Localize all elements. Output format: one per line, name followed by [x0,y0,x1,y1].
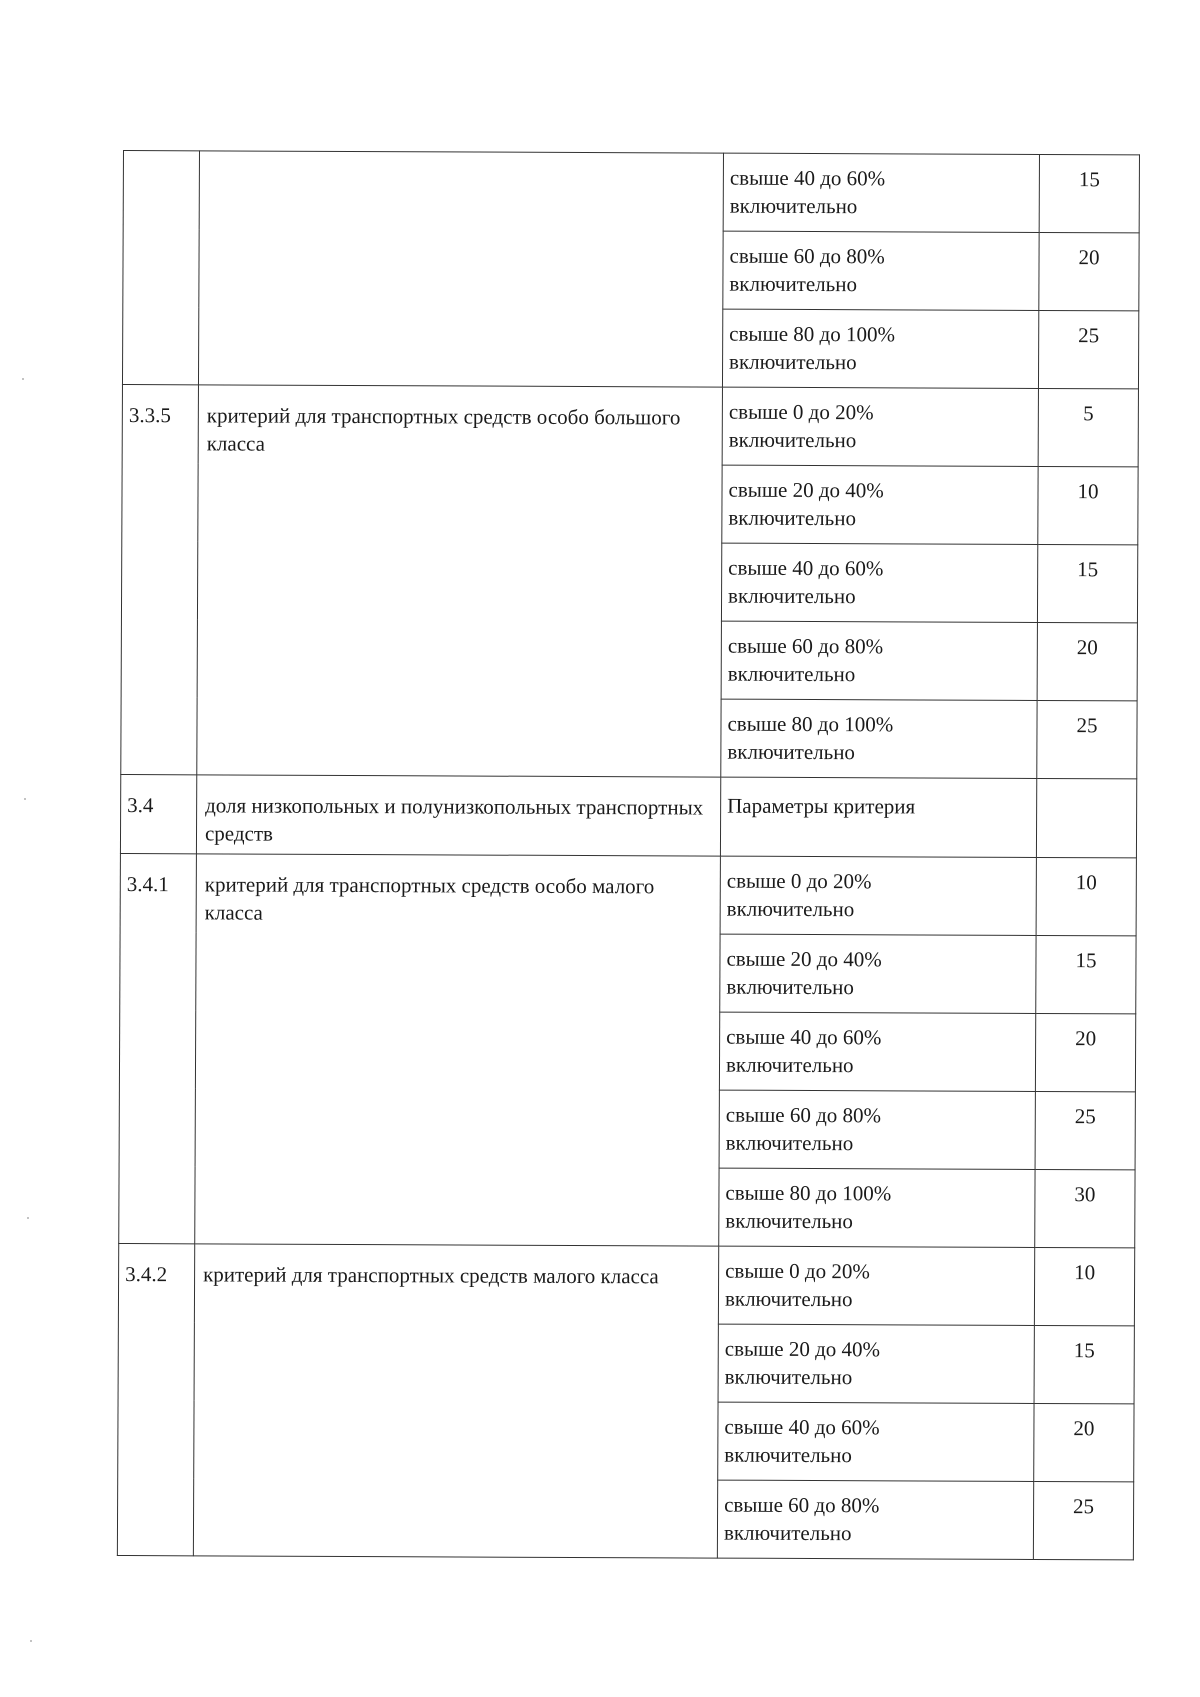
score-cell [1034,1247,1134,1325]
parameter-cell [722,309,1038,388]
parameter-inclusive: включительно [729,349,857,375]
parameter-inclusive: включительно [724,1286,853,1312]
parameter-text [721,700,1036,767]
parameter-text [720,1013,1035,1080]
criterion-description-cell [193,1244,718,1558]
score-value: 15 [1075,948,1097,973]
parameter-text [718,1481,1033,1548]
parameter-inclusive: включительно [729,193,858,219]
score-cell [1038,388,1138,466]
parameter-text [724,154,1039,221]
score-value: 15 [1073,1338,1095,1363]
parameter-cell [721,543,1037,622]
score-value: 25 [1078,323,1100,348]
parameter-text [719,1169,1034,1236]
parameter-inclusive: включительно [728,427,857,453]
table-row [123,151,1139,233]
criterion-description [200,151,723,169]
parameter-range: свыше 60 до 80% [727,633,884,659]
score-value: 10 [1077,479,1099,504]
parameter-range: свыше 60 до 80% [725,1102,882,1128]
parameter-cell [723,153,1039,232]
score-cell [1039,232,1139,310]
criterion-number-cell [117,1243,194,1555]
parameter-inclusive: включительно [729,271,858,297]
score-cell [1037,700,1137,778]
parameter-cell [721,621,1037,700]
score-value: 20 [1076,635,1098,660]
parameter-text [720,1091,1035,1158]
score-value: 10 [1075,870,1097,895]
score-cell [1035,1169,1135,1247]
scan-speck [22,378,24,380]
parameter-cell [722,465,1038,544]
table-row [118,1243,1134,1325]
parameter-text [718,1403,1033,1470]
score-value: 25 [1074,1104,1096,1129]
parameter-inclusive: включительно [727,661,856,687]
parameter-range: свыше 40 до 60% [729,165,886,191]
score-value: 15 [1078,167,1100,192]
score-cell [1034,1403,1134,1481]
parameter-text [723,232,1038,299]
parameter-header: Параметры критерия [727,793,916,819]
parameter-text [719,1247,1034,1314]
score-cell [1034,1325,1134,1403]
criteria-table [117,150,1140,1560]
parameter-text [721,857,1036,924]
criterion-description-cell [197,385,723,777]
criterion-description: критерий для транспортных средств малого класса [203,1262,659,1289]
table-row [122,384,1138,466]
parameter-text [723,310,1038,377]
criterion-number: 3.4.1 [126,872,169,897]
parameter-text [720,935,1035,1002]
parameter-range: свыше 20 до 40% [724,1336,881,1362]
score-cell [1038,310,1138,388]
parameter-cell [718,1324,1034,1403]
parameter-inclusive: включительно [728,583,856,609]
criterion-number: 3.4.2 [125,1262,168,1287]
criterion-description: критерий для транспортных средств особо малого класса [204,872,655,925]
parameter-cell [718,1246,1034,1325]
parameter-inclusive: включительно [726,896,855,922]
parameter-range: свыше 0 до 20% [726,868,872,894]
score-value: 25 [1076,713,1098,738]
score-value: 20 [1078,245,1100,270]
score-value: 20 [1075,1026,1097,1051]
parameter-cell [723,231,1039,310]
score-cell [1033,1481,1133,1559]
parameter-inclusive: включительно [726,974,855,1000]
score-value: 25 [1073,1494,1095,1519]
parameter-inclusive: включительно [728,505,857,531]
scan-speck [24,798,26,800]
parameter-cell [718,1402,1034,1481]
parameter-inclusive: включительно [724,1364,853,1390]
score-cell [1039,154,1139,232]
parameter-text [722,622,1037,689]
parameter-range: свыше 0 до 20% [725,1258,870,1284]
score-value: 20 [1073,1416,1095,1441]
criterion-description: критерий для транспортных средств особо большого класса [206,403,681,456]
score-cell [1036,857,1136,935]
parameter-range: свыше 80 до 100% [725,1180,892,1206]
score-header [1037,779,1136,789]
criterion-description-cell [198,151,723,387]
parameter-cell [719,1012,1035,1091]
score-value: 15 [1077,557,1099,582]
parameter-range: свыше 60 до 80% [724,1492,880,1518]
parameter-inclusive: включительно [727,739,856,765]
parameter-cell [719,1168,1035,1247]
criterion-number-cell [121,384,199,774]
parameter-cell [722,387,1038,466]
score-cell [1035,1013,1135,1091]
scan-speck [27,1217,29,1219]
score-cell [1036,935,1136,1013]
parameter-cell [720,856,1036,935]
parameter-range: свыше 40 до 60% [728,555,884,581]
parameter-range: свыше 80 до 100% [729,321,896,347]
parameter-range: свыше 40 до 60% [726,1024,882,1050]
parameter-range: свыше 80 до 100% [727,711,894,737]
parameter-range: свыше 60 до 80% [729,243,885,269]
score-value: 5 [1083,401,1094,426]
score-header-cell [1036,778,1136,857]
parameter-cell [720,934,1036,1013]
score-cell [1035,1091,1135,1169]
parameter-inclusive: включительно [724,1442,852,1468]
criterion-description-cell [195,854,721,1246]
parameter-range: свыше 20 до 40% [728,477,884,503]
parameter-cell [721,699,1037,778]
score-cell [1038,466,1138,544]
criterion-number: 3.3.5 [128,403,171,428]
parameter-inclusive: включительно [725,1052,854,1078]
parameter-header-cell [720,777,1036,857]
parameter-inclusive: включительно [725,1130,854,1156]
parameter-inclusive: включительно [723,1520,852,1546]
criterion-number [124,151,199,167]
score-cell [1037,622,1137,700]
parameter-text [722,544,1037,611]
parameter-text [723,388,1038,455]
parameter-text [722,466,1037,533]
score-cell [1037,544,1137,622]
criterion-description-cell [196,775,720,856]
table-row [120,853,1136,935]
parameter-text [719,1325,1034,1392]
criterion-number-cell [120,774,196,853]
criterion-description: доля низкопольных и полунизкопольных транспортных средств [204,793,704,846]
parameter-range: свыше 0 до 20% [728,399,874,425]
criterion-number: 3.4 [127,793,154,818]
table-row [120,774,1136,857]
score-value: 30 [1074,1182,1096,1207]
criterion-number-cell [122,151,199,385]
parameter-cell [717,1480,1033,1559]
scan-speck [30,1640,32,1642]
score-value: 10 [1074,1260,1096,1285]
parameter-range: свыше 20 до 40% [726,946,882,972]
criterion-number-cell [119,853,197,1243]
parameter-inclusive: включительно [725,1208,853,1234]
parameter-range: свыше 40 до 60% [724,1414,880,1440]
parameter-cell [719,1090,1035,1169]
